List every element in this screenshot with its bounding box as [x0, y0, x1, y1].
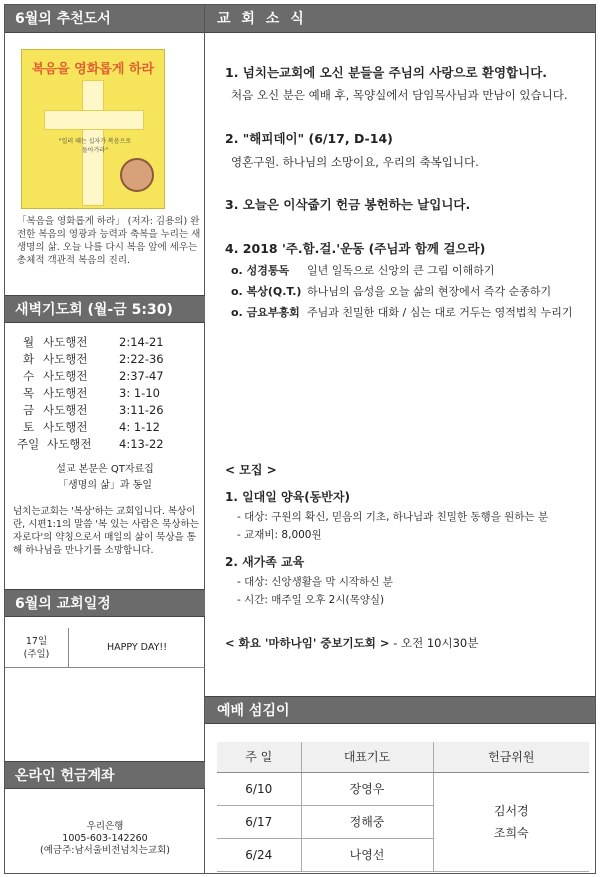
- dawn-day: 토: [23, 420, 35, 434]
- book-description: 「복음을 영화롭게 하라」 (저자: 김용의) 완전한 복음의 영광과 능력과 축복을 누리는 새 생명의 삶. 오늘 나를 다시 복음 앞에 세우는 총체적 객관적 복음의 진리.: [17, 216, 201, 266]
- dawn-verse: 2:37-47: [119, 369, 164, 383]
- schedule-date-weekday: (주일): [23, 649, 50, 660]
- dawn-book: 사도행전: [43, 386, 88, 400]
- news-item-3: [225, 195, 470, 213]
- dawn-note-2: 「생명의 삶」과 동일: [58, 480, 152, 491]
- prayer-time: - 오전 10시30분: [393, 636, 479, 650]
- service-prayer: 정해중: [301, 805, 433, 838]
- col-prayer: 대표기도: [301, 742, 433, 772]
- dawn-verse: 3:11-26: [119, 403, 164, 417]
- prayer-title: < 화요 '마하나임' 중보기도회 >: [225, 636, 390, 650]
- sub-text: 하나님의 음성을 오늘 삶의 현장에서 즉각 순종하기: [307, 285, 552, 298]
- recruit-header: < 모집 >: [225, 463, 277, 477]
- dawn-verse: 3: 1-10: [119, 386, 160, 400]
- book-cover-image: [21, 49, 165, 209]
- service-date: 6/10: [217, 772, 301, 805]
- dawn-day: 월: [23, 335, 35, 349]
- news-item-text: 영혼구원. 하나님의 소망이요, 우리의 축복입니다.: [231, 155, 479, 169]
- book-cover-title: 복음을 영화롭게 하라: [31, 62, 155, 77]
- bank-header: 온라인 헌금계좌: [5, 761, 205, 789]
- news-item-title: 2. "해피데이" (6/17, D-14): [225, 131, 393, 146]
- service-prayer: 나영선: [301, 838, 433, 871]
- dawn-book: 사도행전: [43, 420, 88, 434]
- bank-name: 우리은행: [86, 821, 124, 832]
- author-photo-icon: [120, 158, 154, 192]
- news-header: 교 회 소 식: [205, 5, 595, 33]
- offering-person: 조희숙: [493, 825, 529, 840]
- recruit-item-title: 1. 일대일 양육(동반자): [225, 490, 350, 504]
- table-header-row: [217, 742, 589, 772]
- list-item: [23, 368, 203, 385]
- dawn-verse: 2:14-21: [119, 335, 164, 349]
- bank-account: 1005-603-142260: [62, 833, 148, 844]
- service-date: 6/17: [217, 805, 301, 838]
- left-column: [5, 5, 205, 873]
- dawn-schedule-list: [17, 334, 203, 453]
- dawn-book: 사도행전: [43, 403, 88, 417]
- service-table: [217, 742, 589, 872]
- recruit-item-detail: - 대상: 신앙생활을 막 시작하신 분: [237, 576, 393, 588]
- dawn-book: 사도행전: [47, 437, 92, 451]
- list-item: [17, 436, 203, 453]
- dawn-day: 주일: [17, 437, 40, 451]
- service-header: 예배 섬김이: [205, 696, 595, 724]
- news-item-title: 4. 2018 '주.함.걸.'운동 (주님과 함께 걸으라): [225, 241, 486, 256]
- list-item: [23, 402, 203, 419]
- list-item: [23, 351, 203, 368]
- dawn-day: 목: [23, 386, 35, 400]
- recruit-section: [225, 461, 595, 651]
- dawn-note-1: 설교 본문은 QT자료집: [56, 464, 154, 475]
- sub-key: o. 금요부흥회: [231, 306, 300, 319]
- recruit-item-detail: - 시간: 매주일 오후 2시(목양실): [237, 594, 385, 606]
- dawn-day: 수: [23, 369, 35, 383]
- dawn-verse: 4:13-22: [119, 437, 164, 451]
- dawn-book: 사도행전: [43, 352, 88, 366]
- dawn-description: 넘치는교회는 '복상'하는 교회입니다. 복상이란, 시편1:1의 말씀 '복 있는 사람은 묵상하는 자로다'의 약칭으로서 매일의 삶이 묵상을 통해 하나님을 만나기를 소망합니다.: [13, 506, 199, 556]
- sub-text: 주님과 친밀한 대화 / 심는 대로 거두는 영적법칙 누리기: [307, 306, 573, 319]
- dawn-verse: 2:22-36: [119, 352, 164, 366]
- sub-key: o. 복상(Q.T.): [231, 285, 302, 298]
- service-date: 6/24: [217, 838, 301, 871]
- service-prayer: 장영우: [301, 772, 433, 805]
- recruit-item-detail: - 대상: 구원의 확신, 믿음의 기초, 하나님과 친밀한 동행을 원하는 분: [237, 511, 549, 523]
- dawn-verse: 4: 1-12: [119, 420, 160, 434]
- list-item: [231, 283, 595, 299]
- col-offering: 헌금위원: [433, 742, 589, 772]
- news-item-2: [225, 129, 479, 170]
- prayer-meeting: [225, 635, 595, 651]
- sub-key: o. 성경통독: [231, 264, 290, 277]
- list-item: [23, 334, 203, 351]
- dawn-day: 화: [23, 352, 35, 366]
- table-row: [5, 628, 205, 668]
- recruit-item-detail: - 교재비: 8,000원: [237, 529, 322, 541]
- schedule-event: HAPPY DAY!!: [106, 642, 168, 653]
- cross-icon-bar: [44, 110, 144, 130]
- table-row: [217, 772, 589, 805]
- sub-text: 일년 일독으로 신앙의 큰 그림 이해하기: [307, 264, 495, 277]
- dawn-header: 새벽기도회 (월-금 5:30): [5, 295, 205, 323]
- schedule-date: [5, 628, 69, 667]
- recruit-item-title: 2. 새가족 교육: [225, 555, 305, 569]
- list-item: [23, 385, 203, 402]
- dawn-book: 사도행전: [43, 335, 88, 349]
- schedule-date-day: 17일: [25, 636, 48, 647]
- news-item-text: 처음 오신 분은 예배 후, 목양실에서 담임목사님과 만남이 있습니다.: [231, 88, 568, 102]
- offering-person: 김서경: [493, 803, 529, 818]
- list-item: [231, 304, 595, 320]
- book-header: 6월의 추천도서: [5, 5, 204, 33]
- bank-holder: (예금주:남서울비전넘치는교회): [40, 845, 170, 856]
- news-item-1: [225, 63, 568, 103]
- news-item-4: [225, 239, 595, 320]
- list-item: [231, 262, 595, 278]
- list-item: [23, 419, 203, 436]
- news-item-title: 3. 오늘은 이삭줍기 헌금 봉헌하는 날입니다.: [225, 197, 471, 212]
- service-offering: [433, 772, 589, 871]
- book-cover-subtitle: "일러 때는 십자가 복음으로 돌아가라": [58, 138, 132, 154]
- dawn-book: 사도행전: [43, 369, 88, 383]
- bulletin-page: [4, 4, 596, 874]
- dawn-day: 금: [23, 403, 35, 417]
- bank-info: [5, 821, 205, 857]
- schedule-header: 6월의 교회일정: [5, 589, 205, 617]
- news-item-title: 1. 넘치는교회에 오신 분들을 주님의 사랑으로 환영합니다.: [225, 65, 548, 80]
- right-column: [205, 5, 595, 873]
- col-day: 주 일: [217, 742, 301, 772]
